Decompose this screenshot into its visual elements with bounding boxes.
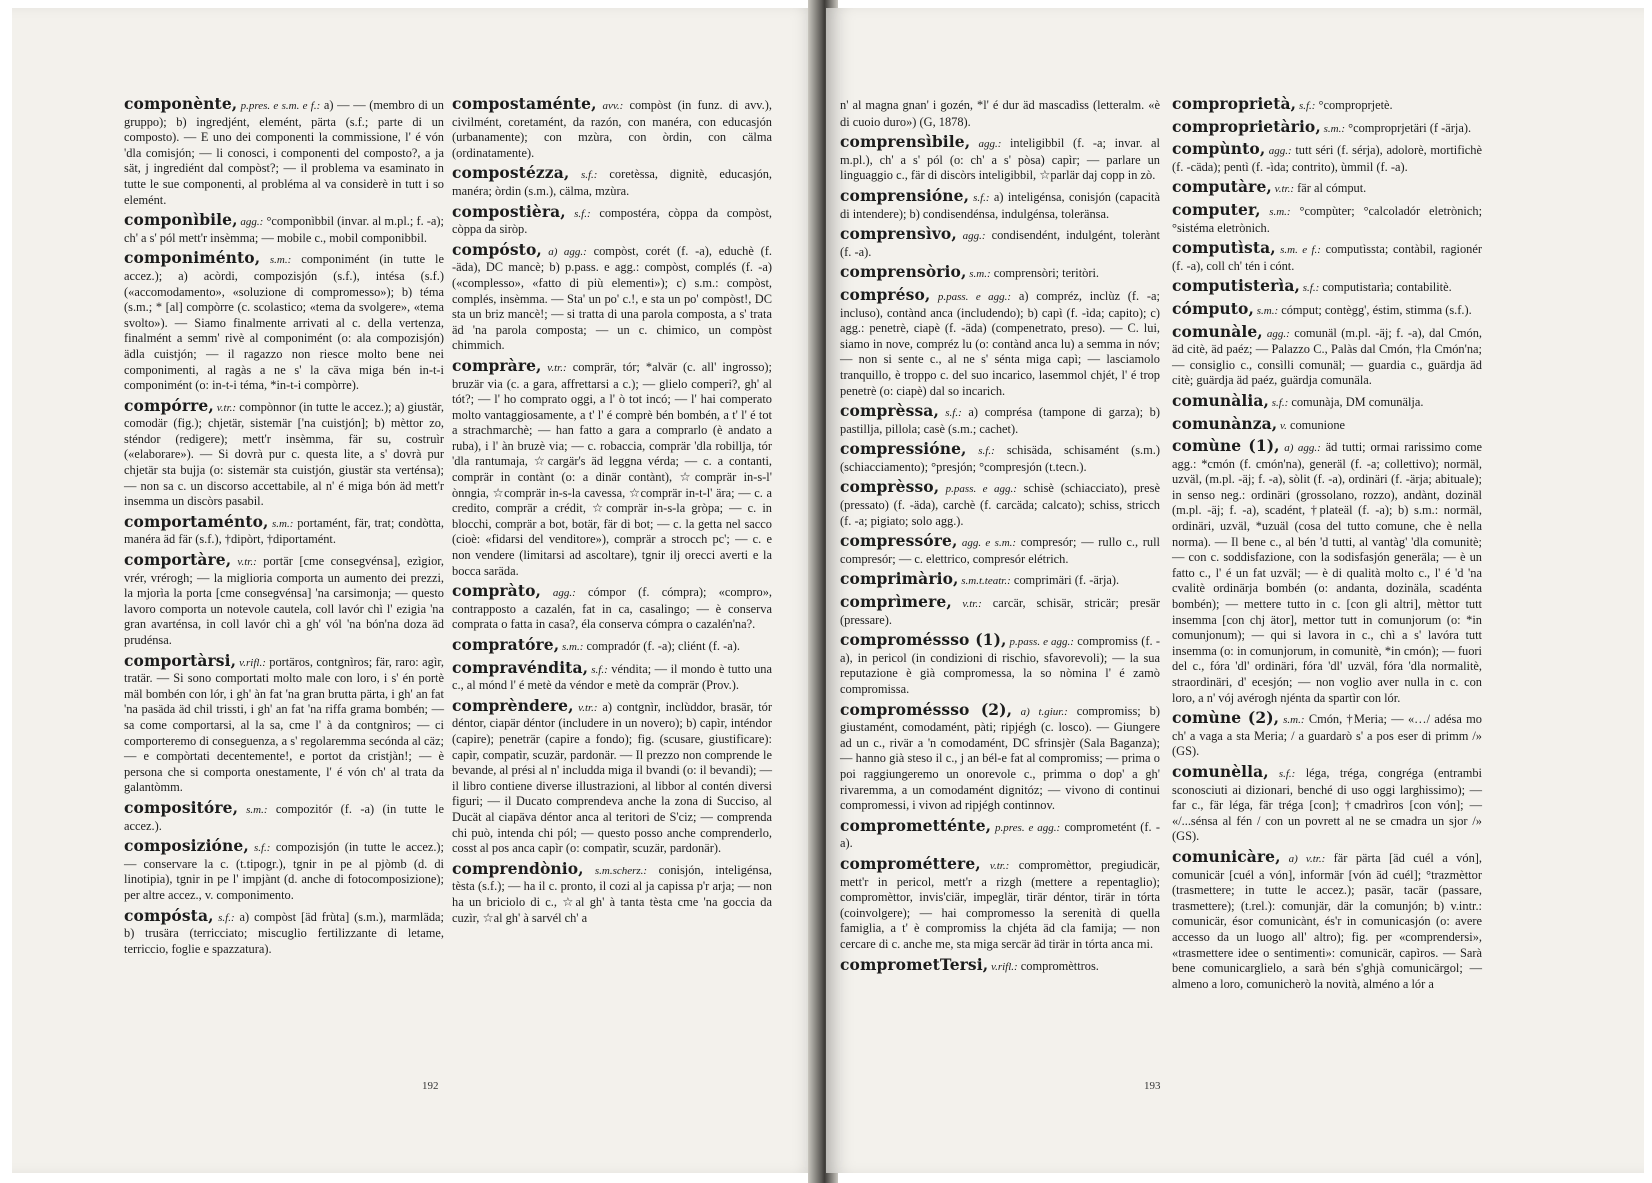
dictionary-entry [124, 96, 444, 208]
entry-definition: comprimäri (f. -ärja). [1010, 573, 1120, 588]
dictionary-entry [1172, 710, 1482, 760]
entry-grammar: agg.: [237, 216, 264, 229]
entry-headword: compravéndita, [452, 657, 589, 677]
entry-grammar: s.m. e f.: [1275, 244, 1321, 257]
page-number-right: 193 [1144, 1080, 1161, 1092]
dictionary-entry [452, 165, 772, 199]
entry-definition: compromèttor, pregiudicär, mett'r in pericol, mett'r a rizgh (mettere a repentaglio); compromèttor, invis'ciär, impeglär, tirär déntor, tirär in tórta (coinvolgere); — hai compromesso la serenità di quella famiglia, a t' è compromiss la chjéta äd cla famija; — non cercare di c. anche me, sta miga sercär äd tirär in tórta anca mi. [840, 857, 1160, 951]
entry-grammar: a) agg.: [541, 245, 587, 258]
dictionary-entry [1172, 278, 1482, 297]
entry-grammar: s.f.: [969, 191, 990, 204]
entry-grammar: s.f.: [938, 407, 962, 420]
entry-headword: comunàle, [1172, 321, 1263, 341]
entry-grammar: s.m.: [559, 641, 584, 653]
entry-headword: compósta, [124, 905, 214, 925]
dictionary-entry [1172, 199, 1483, 236]
entry-definition: comprär, tór; *alvär (c. all' ingrosso); bruzär via (c. a gara, affrettarsi a c.); — glielo comperi?, gh' al tót?; — l' ho comprato oggi, a l' ò tot incó; — l' hai comperato molto vantaggiosamente, a t' l' é comprè bén bombén, a t' l' é tot a strachmarchè; — han fatto a gara a comprarlo (è andato a ruba), i l' àn bruzè via; — c. robaccia, comprär 'dla robillja, tór 'dla rantumaja, ☆cargär's äd leggna vérda; — c. a contanti, comprär in contànt (o: a dinär contànt), ☆comprär in-s-l' ònngia, ☆comprär in-s-la cavessa, ☆comprär in-t-l' ära; — c. a credito, comprär a crédit, ☆comprär in-s-la gròpa; — c. in blocchi, comprär a bot, botär, fär di bot; — c. la getta nel sacco (cioè: «fidarsi del venditore»), comprär a strocch pc'; — c. e non vendere (limitarsi ad ascoltare), tgnir ilj orecci averti e la bocca saräda. [452, 359, 772, 578]
entry-headword: comprèndere, [452, 695, 574, 715]
entry-definition: véndita; — il mondo è tutto una c., al mónd l' é metè da véndor e metè da comprär (Prov.). [452, 661, 772, 693]
entry-definition: a) compréz, inclùz (f. -a; incluso), contànd anca (includendo); b) capì (f. -ìda; capito); c) agg.: penetrè, ciapè (f. -äda) (compenetrato, preso). — C. lui, siamo in nove, compréz lu (o: contànd anca lu) a semma in nóv; — non si sente c., al ne s' sénta miga capì; — lasciamolo tranquillo, è troppo c. del suo incarico, lasemmol chjét, l' é trop penetrè (o: ciapè) dal so incarich. [840, 288, 1160, 398]
entry-headword: composizióne, [124, 836, 249, 856]
entry-definition: a) comprésa (tampone di garza); b) pastillja, pillola; casè (s.m.; cachet). [840, 405, 1161, 436]
dictionary-entry [452, 637, 772, 656]
dictionary-entry [452, 201, 773, 238]
entry-headword: comùne (1), [1172, 436, 1280, 456]
entry-grammar: a) v.tr.: [1280, 852, 1326, 865]
entry-headword: comunàlia, [1172, 390, 1269, 410]
dictionary-entry [1172, 761, 1482, 845]
entry-grammar: s.m.scherz.: [583, 864, 648, 877]
entry-headword: computàre, [1172, 177, 1272, 197]
entry-grammar: s.f.: [1299, 282, 1320, 295]
entry-headword: compórre, [124, 395, 214, 415]
entry-headword: cómputo, [1172, 298, 1254, 318]
entry-headword: computisterìa, [1172, 276, 1300, 296]
entry-headword: compressóre, [840, 531, 958, 551]
dictionary-entry [452, 858, 772, 926]
entry-definition: n' al magna gnan' i gozén, *l' é dur äd mascadìss (letteralm. «è di cuoio duro») (G, 1878). [840, 98, 1160, 129]
entry-headword: comprendònio, [452, 858, 584, 878]
entry-grammar: v.tr.: [231, 556, 257, 569]
entry-grammar: agg.: [541, 587, 576, 600]
entry-definition: cómpor (f. cómpra); «compro», contrapposto a cazalén, fat in ca, casalingo; — è conserva comprata o fatta in casa?, éla conserva cómpra o cazalén'na?. [452, 585, 772, 632]
dictionary-entry [840, 815, 1160, 852]
entry-headword: comprensìvo, [840, 224, 957, 244]
column-4 [1172, 96, 1482, 996]
right-page [826, 8, 1644, 1173]
entry-headword: componènte, [124, 94, 238, 113]
entry-definition: compòst, corét (f. -a), educhè (f. -äda), DC mancè; b) p.pass. e agg.: compòst, complés (f. -a) («complesso», «fatto di più elementi»); c) s.m.: compòst, complés, insèmma. — Sta' un po' c.!, e sta un po' compòst!, DC sta un briz mancè!; — si tratta di una parola composta, a s' trata äd 'na parola composta; — un c. chimico, un compòst chimmich. [452, 243, 772, 353]
dictionary-entry [840, 533, 1160, 567]
dictionary-entry [1172, 179, 1482, 198]
entry-headword: comprèsso, [840, 477, 940, 497]
entry-headword: comportàre, [124, 550, 232, 570]
entry-grammar: v.rifl.: [988, 960, 1018, 973]
entry-headword: comprìmere, [840, 592, 952, 612]
entry-definition: °compùter; °calcoladór eletrònich; °sistéma eletrònich. [1172, 203, 1483, 235]
dictionary-entry [1172, 141, 1482, 175]
entry-grammar: s.f.: [213, 911, 235, 924]
column-1 [124, 96, 444, 961]
dictionary-entry [840, 284, 1160, 399]
entry-definition: computìssta; contàbil, ragionér (f. -a), coll ch' tén i cónt. [1172, 242, 1482, 273]
entry-headword: compùnto, [1172, 139, 1266, 159]
entry-grammar: a) t.giur.: [1012, 705, 1068, 718]
entry-definition: conisjón, inteligénsa, tèsta (s.f.); — ha il c. pronto, il cozi al ja capissa p'r arja; — non ha un briciolo di c., ☆al gh' à tanta tèsta cme 'na goccia da cuzìr, ☆al gh' à sarvél ch' a [452, 862, 772, 925]
entry-definition: schisäda, schisamént (s.m.) (schiacciamento); °presjón; °compresjón (t.tecn.). [840, 443, 1160, 474]
entry-headword: comprensìbile, [840, 132, 971, 152]
entry-definition: compostéra, còppa da compòst, còppa da siròp. [452, 205, 773, 237]
dictionary-entry [124, 838, 444, 903]
entry-grammar: s.m.: [1279, 714, 1305, 727]
entry-grammar: s.m.: [238, 803, 268, 816]
entry-grammar: s.m.: [966, 268, 991, 281]
dictionary-entry [1172, 390, 1482, 412]
entry-headword: componìbile, [124, 210, 238, 230]
entry-grammar: s.m.: [1260, 205, 1291, 218]
entry-grammar: s.m.: [260, 254, 292, 267]
entry-grammar: avv.: [596, 100, 624, 112]
dictionary-entry [452, 657, 772, 694]
entry-definition: condisendént, indulgént, tolerànt (f. -a). [840, 228, 1160, 259]
entry-grammar: v.tr.: [573, 701, 598, 714]
dictionary-entry [1172, 321, 1483, 389]
dictionary-entry [840, 441, 1160, 475]
entry-definition: fär pärta [äd cuél a vón], comunicär [cuél a vón], informär [vón äd cuél]; °trazmèttor (trasmettere; in tutte le accez.); pasär, tacär (passare, trasmettere); (t.rel.): comunjär, där la comunjón; b) v.intr.: comunicär, ésor comunicànt, és'r in comunicasjón (o: avere accesso da un luogo all' altro); fig. per «comprendersi», «trasmettere idee o sentimenti»: comunicär, capìros. — Sarà bene comunicarglielo, a sarà bén s'ghjà comunicärgol; — almeno a loro, comunicherò la novità, alméno a lór a [1172, 850, 1482, 991]
entry-headword: compratóre, [452, 635, 560, 654]
entry-headword: comprométtere, [840, 853, 981, 873]
entry-headword: compràto, [452, 581, 542, 601]
entry-definition: °componìbbil (invar. al m.pl.; f. -a); ch' a s' pól mett'r insèmma; — mobile c., mobil componibbil. [124, 214, 445, 245]
entry-definition: comprensòri; teritòri. [990, 266, 1099, 281]
dictionary-entry [840, 479, 1160, 529]
column-3 [840, 96, 1160, 979]
entry-definition: °comproprjetè. [1315, 98, 1393, 112]
page-number-left: 192 [422, 1080, 439, 1092]
dictionary-entry [452, 239, 772, 354]
dictionary-entry [840, 954, 1160, 976]
entry-headword: comproprietàrio, [1172, 116, 1321, 136]
entry-headword: comprimàrio, [840, 569, 959, 589]
dictionary-entry [124, 511, 444, 548]
entry-grammar: a) agg.: [1279, 442, 1321, 455]
dictionary-entry [124, 212, 444, 246]
entry-definition: computistarìa; contabilitè. [1319, 280, 1452, 295]
entry-definition: comprometént (f. -a). [840, 819, 1160, 851]
dictionary-entry [1172, 438, 1482, 706]
entry-grammar: v.tr.: [980, 859, 1010, 872]
entry-definition: léga, tréga, congréga (entrambi sconosciuti ai dizionari, benché di uso oggi larghissimo); — far c., fär léga, fär tréga [con]; †cmadrìros [con vón]; — «/...sénsa al fén / con un povrett al ne se cmadra un sjor /» (GS). [1172, 765, 1482, 844]
dictionary-entry [1172, 240, 1482, 274]
entry-grammar: v.tr.: [951, 598, 982, 611]
entry-grammar: s.f.: [1268, 767, 1296, 780]
entry-headword: compostaménte, [452, 94, 597, 113]
entry-headword: compràre, [452, 355, 542, 375]
entry-headword: comportàrsi, [124, 650, 237, 670]
entry-headword: compostièra, [452, 201, 566, 221]
entry-headword: compressióne, [840, 439, 967, 459]
entry-grammar: agg. e s.m.: [957, 537, 1017, 550]
entry-headword: comunèlla, [1172, 761, 1269, 781]
entry-definition: compresór; — rullo c., rull compresór; — c. elettrico, compresór elétrich. [840, 535, 1161, 566]
entry-grammar: s.f.: [588, 663, 608, 676]
dictionary-entry [840, 403, 1160, 437]
entry-grammar: s.f.: [966, 445, 995, 458]
dictionary-entry [452, 355, 772, 579]
dictionary-entry [1172, 846, 1482, 992]
entry-grammar: s.f.: [248, 842, 271, 855]
entry-definition: °comproprjetäri (f -ärja). [1345, 120, 1472, 135]
entry-grammar: v.tr.: [1271, 183, 1295, 196]
entry-definition: a) contgnìr, inclùddor, brasär, tór déntor, ciapär déntor (includere in un novero); b) capìr, inténdor (capire); peneträr (capire a fondo); fig. (scusare, giustificare): capìr, compatìr, scuzär, pardonär. — Il prezzo non comprende le bevande, al prési al n' includda miga il bvandi (o: il bevandi); — il libro contiene diverse illustrazioni, al libbor al contén diversi figuri; — il Ducato comprendeva anche la zona di Succiso, al Ducät al ciapäva déntor anca al teritori de S'ciz; — comprenda chi può, intenda chi pól; — questo posso anche comprenderlo, cosst al pos anca capìr (o: compatìr, scuzär, pardonär). [452, 699, 772, 856]
dictionary-entry [452, 96, 772, 161]
entry-definition: comunäl (m.pl. -äj; f. -a), dal Cmón, äd citè, äd paéz; — Palazzo C., Palàs dal Cmón, †la Cmón'na; — consiglio c., consìlli comunäl; — guardia c., guärdja äd citè; guärdja äd paéz, guärdja comunäla. [1172, 325, 1483, 388]
entry-definition: carcär, schisär, stricär; presär (pressare). [840, 596, 1160, 627]
dictionary-entry [1172, 298, 1482, 320]
entry-definition: Cmón, †Meria; — «…/ adésa mo ch' a vaga a sta Meria; / a guardarò s' a pos eser di primm /» (GS). [1172, 712, 1482, 759]
entry-definition: a) inteligénsa, conisjón (capacità di intendere); b) condisendénsa, indulgénsa, toleränsa. [840, 189, 1160, 221]
entry-grammar: v.tr.: [541, 361, 567, 374]
entry-definition: tutt séri (f. sérja), adolorè, mortifichè (f. -cäda); pentì (f. -ìda; contrito), ùmmil (f. -a). [1172, 143, 1482, 174]
entry-grammar: s.f.: [565, 207, 591, 220]
entry-headword: comportaménto, [124, 511, 269, 531]
entry-definition: äd tutti; ormai rarissimo come agg.: *cmón (f. cmón'na), generäl (f. -a; collettivo); normäl, uzväl, (m.pl. -äj; f. -a), sòlit (f. -a), ordinäri (f. -ärja; abituale); in senso neg.: ordinäri (grossolano, rozzo), andànt, dozinäl (m.pl. -äj; f. -a), scadént, †plateäl (f. -a); b) s.m.: normäl, ordinäri, uzväl, *uzuäl (cosa del tutto comune, che è nella norma). — Il bene c., al bén 'd tutti, al vantàg' 'dla comunitè; — con c. soddisfazione, con la sodisfasjón generäla; — è un fatto c., l' é un fat uzväl; — è di qualità molto c., l' é 'd 'na cvalitè ordinärja bombén (o: andanta, dozinäla, scadénta bombén); — mettere tutto in c. [con gli altri], mèttor tutt insemma [con chj ätor], mettor tutt in comunjorum (o: *in comunjonum); — qui si lavora in c., chì a s' lavóra tutt insemma (o: in comunjorum, in comunitè, *in cmón); — fuori del c., fóra 'dl' ordinäri, fóra 'dl' uzväl, fóra 'dla normalitè, straordinäri, d' ecesjón; — non voglio aver nulla in c. con loro, a n' vój avérogh njénta da spartìr con lór. [1172, 440, 1482, 705]
entry-grammar: s.f.: [569, 169, 598, 182]
dictionary-entry [124, 797, 444, 834]
dictionary-entry [840, 571, 1160, 590]
entry-definition: compozisjón (in tutte le accez.); — conservare la c. (t.tipogr.), tgnir in pe al pjòmb (d. di linotipia), tgnir in pe l' impjànt (d. anche di fotocomposizione); per altre accez., v. componimento. [124, 840, 445, 902]
entry-grammar: p.pres. e s.m. e f.: [237, 100, 321, 112]
entry-headword: comprèssa, [840, 401, 939, 421]
left-page [12, 8, 820, 1173]
dictionary-entry [840, 264, 1160, 283]
entry-definition: portäros, contgnìros; fär, raro: agìr, tratär. — Si sono comportati molto male con loro, i s' én portè mäl bombén con lór, i gh' àn fat 'na gran brutta pärta, i gh' an fat 'na pasäda äd chil trissti, i gh' an fat 'na riffa grama bombén; — sa come comportarsi, al la sa, cme l' à da contgnìros; — ci comporteremo di conseguenza, a s' regolaremma secónda al cäz; — e compòrtati decentemente!, e portot da cristjàn!; — è persona che si comporta onestamente, l' é vón ch' al trata da galantòmm. [124, 654, 444, 795]
dictionary-entry [840, 853, 1160, 953]
entry-definition: compozitór (f. -a) (in tutte le accez.). [124, 801, 444, 833]
dictionary-entry [840, 185, 1160, 222]
entry-definition: a) — — (membro di un gruppo); b) ingredjént, elemént, pärta (s.f.; parte di un composto). — E uno dei componenti la commissione, l' é vón 'dla comisjón; — li conosci, i componenti del composto?, a ja sät, j ingrediént dal compòst?; — il problema va esaminato in tutte le sue componenti, al probléma al va considerè in tutt i so elemént. [124, 98, 444, 207]
entry-grammar: s.m.t.teatr.: [958, 575, 1011, 588]
dictionary-entry [840, 632, 1160, 697]
entry-headword: comproprietà, [1172, 94, 1297, 113]
entry-grammar: agg.: [1265, 145, 1292, 158]
dictionary-entry [124, 650, 444, 796]
entry-grammar: agg.: [1262, 327, 1290, 340]
entry-headword: comunicàre, [1172, 846, 1281, 866]
entry-definition: schisè (schiacciato), presè (pressato) (f. -äda), carchè (f. carcäda; calcato); schiss, stricch (f. -a; pigiato; solo agg.). [840, 481, 1161, 528]
entry-headword: comunànza, [1172, 413, 1278, 433]
entry-headword: comprensióne, [840, 185, 970, 205]
entry-headword: compréso, [840, 284, 931, 304]
dictionary-entry [124, 552, 444, 649]
entry-grammar: v.tr.: [213, 401, 237, 414]
dictionary-entry [840, 226, 1160, 260]
entry-grammar: s.m.: [1320, 122, 1346, 135]
entry-definition: fär al cómput. [1294, 181, 1367, 196]
entry-grammar: s.f.: [1296, 100, 1316, 112]
entry-definition: compromèttros. [1017, 958, 1099, 973]
entry-headword: computìsta, [1172, 238, 1276, 258]
dictionary-entry [1172, 413, 1482, 435]
entry-definition: compromiss (f. -a), in pericol (in condizioni di rischio, sfavorevoli); — la sua reputazione è già compromessa, la so nòmina l' é zamò compromissa. [840, 634, 1161, 696]
entry-headword: comùne (2), [1172, 708, 1280, 728]
entry-headword: computer, [1172, 199, 1261, 219]
entry-definition: a) compòst [äd frùta] (s.m.), marmläda; b) trusära (terricciato; miscuglio fertilizzante di letame, terriccio, foglie e spazzatura). [124, 909, 445, 956]
column-2 [452, 96, 772, 930]
entry-grammar: p.pass. e agg.: [930, 290, 1012, 303]
entry-grammar: agg.: [956, 230, 986, 243]
entry-headword: compositóre, [124, 797, 239, 817]
entry-definition: portär [cme consegvénsa], ezìgior, vrér, vrérogh; — la miglioria comporta un aumento dei prezzi, la mjorìa la porta [cme consegvénsa] 'na carsimonja; — questo lavoro comporta un notevole cautela, coll lavór chì l' ezigia 'na gran avarténsa, in coll lavór chì a gh' vól 'na bón'na doza äd prudénsa. [124, 554, 444, 647]
entry-headword: comprensòrio, [840, 262, 967, 282]
entry-definition: coretèssa, dignitè, educasjón, manéra; òrdin (s.m.), cälma, mzùra. [452, 167, 772, 198]
entry-grammar: p.pass. e agg.: [939, 483, 1017, 496]
dictionary-entry [124, 250, 444, 393]
dictionary-entry [840, 594, 1160, 628]
entry-headword: compostézza, [452, 163, 570, 183]
entry-definition: cómput; contègg', éstim, stimma (s.f.). [1278, 302, 1472, 317]
entry-grammar: s.m.: [1253, 304, 1279, 317]
entry-headword: comprometténte, [840, 815, 992, 835]
entry-headword: compósto, [452, 239, 542, 259]
dictionary-entry [124, 905, 445, 958]
entry-headword: comproméssso (1), [840, 630, 1007, 650]
entry-definition: comunàja, DM comunälja. [1288, 394, 1424, 409]
entry-definition: inteligibbil (f. -a; invar. al m.pl.), ch' a s' pól (o: ch' a s' pòsa) capìr; — parlare un linguaggio c., fär di discòrs inteligibbil, ☆parlär daj copp in zò. [840, 136, 1160, 183]
dictionary-entry [1172, 96, 1482, 115]
dictionary-entry [124, 395, 444, 510]
dictionary-entry [840, 96, 1160, 130]
entry-grammar: p.pres. e agg.: [991, 821, 1061, 834]
entry-definition: compromiss; b) giustamént, comodamént, pàti; ripjégh (c. losco). — Giungere ad un c., rivär a 'n comodamént, DC sfrinsjèr (Sala Baganza); — hanno già steso il c., j an bél-e fat al compromiss; — prima o poi raggiungeremo un onorevole c., primma o dop' a gh' rivaremma, a un comodamént dignitóz; — vivono di continui compromessi, i vivon ad ripjégh continnov. [840, 703, 1160, 813]
dictionary-entry [1172, 116, 1482, 138]
entry-grammar: v. [1277, 419, 1287, 432]
dictionary-entry [840, 699, 1160, 814]
entry-definition: compradór (f. -a); cliént (f. -a). [583, 639, 740, 653]
entry-grammar: s.m.: [268, 517, 294, 530]
entry-headword: comprometTersi, [840, 954, 989, 974]
entry-definition: portamént, fär, trat; condòtta, manéra äd fär (s.f.), †dipòrt, †diportamént. [124, 515, 444, 547]
dictionary-entry [840, 134, 1160, 184]
entry-grammar: agg.: [970, 138, 1002, 151]
entry-definition: compòst (in funz. di avv.), civilmént, coretamént, da razón, con manéra, con educasjón (urbanamente); con mzùra, con òrdin, con cälma (ordinatamente). [452, 98, 772, 160]
entry-definition: componimént (in tutte le accez.); a) acòrdi, compozisjón (s.f.), intésa (s.f.) («accomodamento», «soluzione di compromesso»); b) téma (s.m.; * [al] compòrre (c. scolastico; «tema da svolgere», «tema svolto»). — Siamo finalmente arrivati al c. della vertenza, finalmént a semm' rivè al componimént (o: ala compozisjón) ädla cuistjón; — il ragazzo non riesce molto bene nei componimenti, al ragàs a ne s' la cäva miga bén in-t-i componimént (o: in-t-i téma, *in-t-i compòrre). [124, 252, 444, 393]
entry-definition: comunione [1286, 417, 1346, 432]
entry-grammar: p.pass. e agg.: [1006, 636, 1074, 649]
entry-definition: compònnor (in tutte le accez.); a) giustär, comodär (fig.); chjetär, sistemär ['na cuistjón]; b) mèttor zo, sténdor (redigere); mett'r insèmma, fär su, costruìr («elaborare»). — Si dovrà pur c. questa lite, a s' dovrà pur chjetär sta bujja (o: sistemär sta cuistjón, giustär sta verténsa); — non sa c. un discorso accettabile, al n' é miga bón äd mett'r insemma un discòrs pasabil. [124, 399, 444, 509]
dictionary-entry [452, 695, 772, 857]
entry-grammar: s.f.: [1268, 396, 1289, 409]
entry-headword: componiménto, [124, 248, 261, 268]
entry-headword: comproméssso (2), [840, 699, 1013, 719]
entry-grammar: v.rifl.: [236, 656, 266, 669]
dictionary-entry [452, 583, 772, 633]
